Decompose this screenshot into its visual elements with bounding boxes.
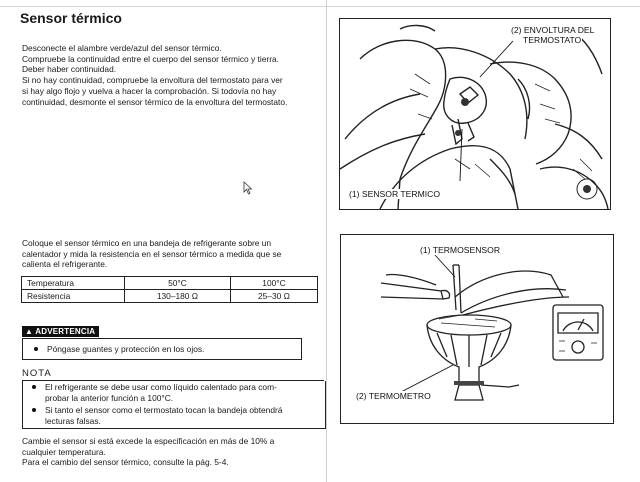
label-thermometer: (2) TERMOMETRO: [356, 391, 431, 401]
footer-line: cualquier temperatura.: [22, 446, 106, 457]
section-title: Sensor térmico: [20, 10, 122, 26]
mouse-pointer-icon: [243, 181, 253, 195]
note-box: [22, 381, 326, 429]
test-line: calienta el refrigerante.: [22, 259, 108, 270]
note-item-line: probar la anterior función a 100°C.: [45, 392, 174, 403]
intro-line: Si no hay continuidad, compruebe la envoltura del termostato para ver: [22, 75, 283, 86]
warning-badge: [22, 326, 99, 337]
thermostat-housing-illustration: [340, 19, 610, 209]
test-line: Coloque el sensor térmico en una bandeja de refrigerante sobre un: [22, 238, 272, 248]
footer-line: Para el cambio del sensor térmico, consulte la pág. 5-4.: [22, 457, 229, 468]
figure-thermostat-housing: [339, 18, 611, 210]
figure-sensor-test-setup: [340, 234, 614, 424]
label-thermostat-envelope: (2) ENVOLTURA DEL: [511, 25, 595, 35]
note-item: [45, 382, 317, 403]
intro-line: continuidad, desmonte el sensor térmico de la envoltura del termostato.: [22, 96, 288, 107]
table-row: [22, 277, 318, 290]
test-line: calentador y mida la resistencia en el sensor térmico a medida que se: [22, 248, 282, 259]
label-thermosensor: (1) TERMOSENSOR: [420, 245, 501, 255]
test-paragraph: [22, 238, 322, 270]
table-cell: 130–180 Ω: [125, 290, 231, 303]
label-thermostat-envelope-line2: TERMOSTATO: [523, 35, 582, 45]
warning-box: [22, 338, 302, 360]
note-title: NOTA: [22, 368, 52, 379]
note-item-line: lecturas falsas.: [45, 415, 101, 426]
note-item: [45, 405, 317, 426]
table-cell: Temperatura: [22, 277, 125, 290]
column-divider: [326, 0, 327, 482]
top-rule: [0, 6, 640, 7]
footer-line: Cambie el sensor si está excede la especificación en más de 10% a: [22, 436, 275, 446]
table-cell: 50°C: [125, 277, 231, 290]
footer-paragraph: [22, 436, 322, 468]
label-thermal-sensor: (1) SENSOR TERMICO: [349, 189, 441, 199]
table-row: [22, 290, 318, 303]
warning-text: Póngase guantes y protección en los ojos.: [47, 344, 205, 354]
intro-line: Deber haber continuidad.: [22, 64, 117, 75]
resistance-spec-table: [21, 276, 318, 303]
intro-line: Compruebe la continuidad entre el cuerpo del sensor térmico y tierra.: [22, 53, 279, 64]
note-item-line: El refrigerante se debe usar como líquido calentado para com-: [45, 382, 277, 392]
table-cell: 100°C: [230, 277, 317, 290]
note-item-line: Si tanto el sensor como el termostato tocan la bandeja obtendrá: [45, 405, 283, 415]
intro-paragraph: [22, 43, 322, 107]
warning-badge-label: ADVERTENCIA: [35, 327, 96, 336]
intro-line: si hay algo flojo y vuelva a hacer la comprobación. Si todovía no hay: [22, 85, 277, 96]
intro-line: Desconecte el alambre verde/azul del sensor térmico.: [22, 43, 222, 53]
table-cell: Resistencia: [22, 290, 125, 303]
warning-triangle-icon: ▲: [25, 327, 34, 336]
table-cell: 25–30 Ω: [230, 290, 317, 303]
